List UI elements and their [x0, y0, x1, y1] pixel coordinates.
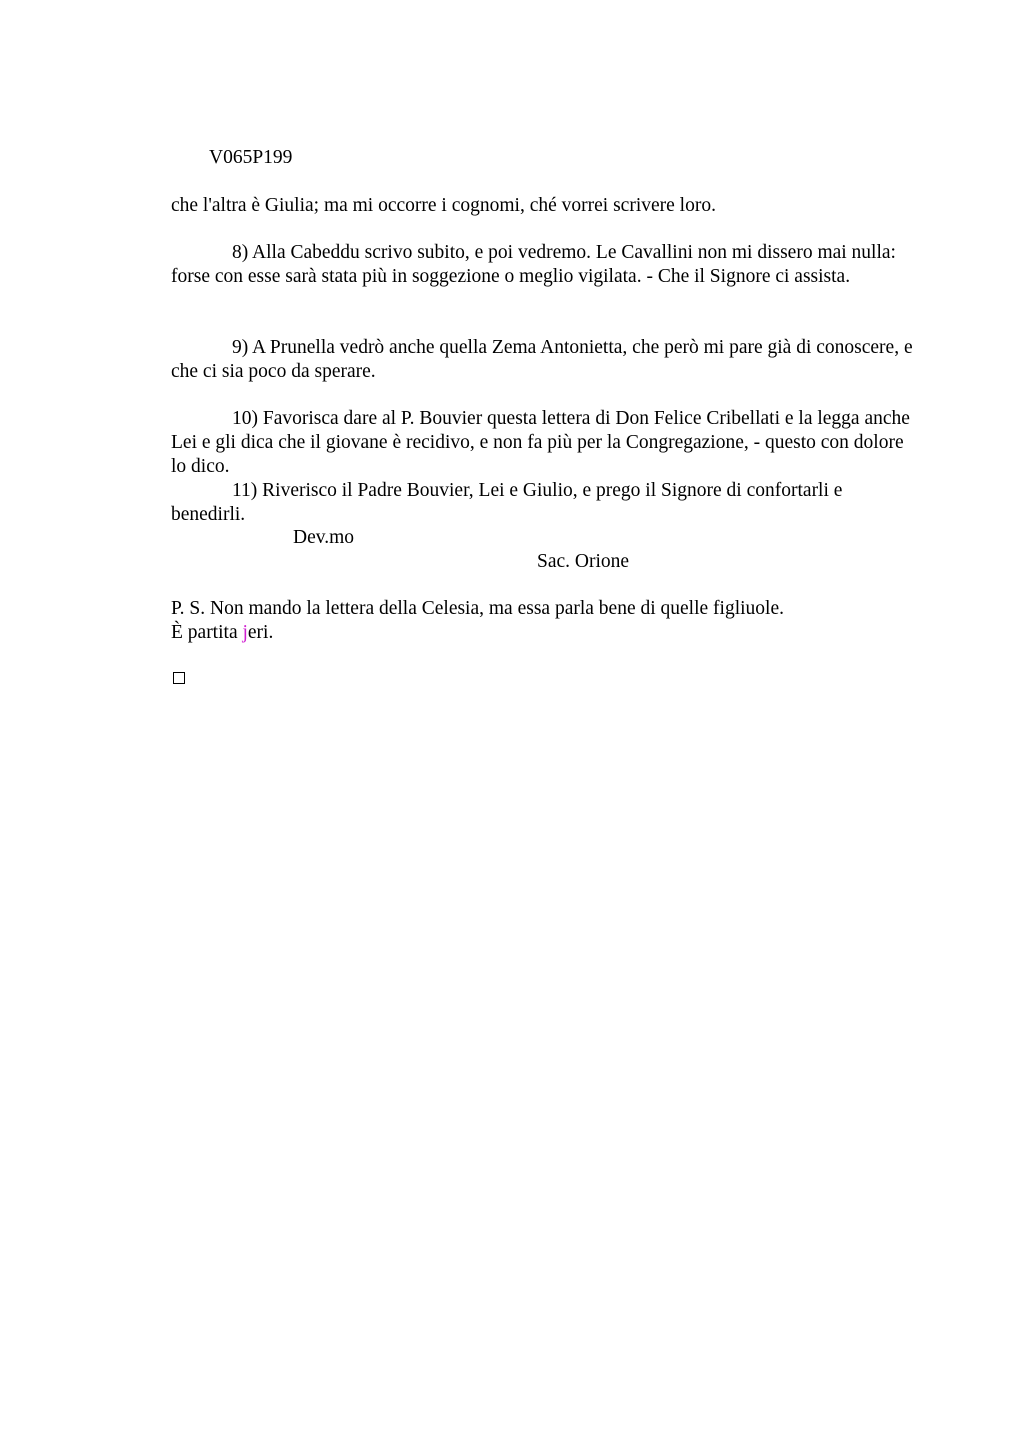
reference-code: V065P199: [209, 147, 293, 168]
postscript-line-2: [171, 622, 273, 643]
signature: Sac. Orione: [537, 551, 630, 572]
paragraph-10: 10) Favorisca dare al P. Bouvier questa lettera di Don Felice Cribellati e la legga anche Lei e gli dica che il giovane è recidivo, e non fa più per la Congregazione, - questo con dolore lo dico.: [171, 408, 910, 477]
postscript-line-1: P. S. Non mando la lettera della Celesia, ma essa parla bene di quelle figliuole.: [171, 598, 784, 619]
postscript-line-2-start: È partita: [171, 622, 243, 643]
highlighted-character: j: [242, 622, 248, 643]
postscript-line-2-end: eri.: [247, 622, 274, 643]
paragraph-11: 11) Riverisco il Padre Bouvier, Lei e Giulio, e prego il Signore di confortarli e benedirli.: [171, 480, 843, 525]
closing-devoted: Dev.mo: [293, 527, 355, 548]
postscript: [171, 597, 916, 645]
empty-box-icon: [173, 672, 185, 684]
paragraph-9: 9) A Prunella vedrò anche quella Zema Antonietta, che però mi pare già di conoscere, e che ci sia poco da sperare.: [171, 337, 913, 382]
paragraph-intro: che l'altra è Giulia; ma mi occorre i cognomi, ché vorrei scrivere loro.: [171, 195, 716, 216]
paragraph-8: 8) Alla Cabeddu scrivo subito, e poi vedremo. Le Cavallini non mi dissero mai nulla: forse con esse sarà stata più in soggezione o meglio vigilata. - Che il Signore ci assista.: [171, 242, 896, 287]
